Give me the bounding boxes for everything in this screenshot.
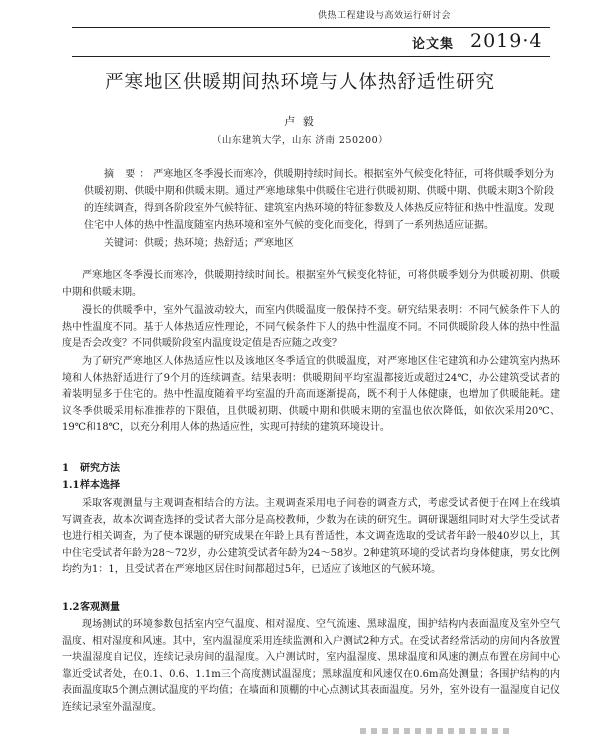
- section-title: 研究方法: [80, 463, 120, 474]
- body-paragraph-4: 采取客观测量与主观调查相结合的方法。主观调查采用电子问卷的调查方式，考虑受试者便于在网上在线填写调查表，故本次调查选择的受试者大部分是高校教师，少数为在读的研究生。调研课题组同时对大学生受试者也进行相关调查，为了使本课题的研究成果在年龄上具有普适性，本文调查选取的受试者年龄一般40岁以上，其中住宅受试者年龄为28～72岁，办公建筑受试者年龄为24～58岁。2种建筑环境的受试者均身体健康，男女比例均约为1：1，且受试者在严寒地区居住时间都超过5年，已适应了该地区的气候环境。: [62, 498, 560, 576]
- body-paragraph-1: 严寒地区冬季漫长而寒冷，供暖期持续时间长。根据室外气候变化特征，可将供暖季划分为供暖初期、供暖中期和供暖末期。: [62, 270, 560, 298]
- abstract-label: 摘 要：: [104, 169, 154, 180]
- running-header-year: 2019·4: [470, 30, 543, 52]
- running-header-section: 论文集: [412, 37, 455, 52]
- section-number: 1: [62, 463, 69, 474]
- section-number: 1.2: [62, 602, 80, 613]
- keywords-label: 关键词：: [104, 238, 144, 249]
- keywords: [84, 235, 554, 252]
- section-title: 样本选择: [80, 480, 120, 491]
- section-title: 客观测量: [80, 602, 120, 613]
- section-heading-1-2: [62, 600, 120, 616]
- scan-artifact: [360, 728, 510, 734]
- abstract: [84, 166, 554, 234]
- keywords-text: 供暖；热环境；热舒适；严寒地区: [144, 238, 294, 249]
- body-paragraph-3: 为了研究严寒地区人体热适应性以及该地区冬季适宜的供暖温度，对严寒地区住宅建筑和办公建筑室内热环境和人体热舒适进行了9个月的连续调查。结果表明：供暖期间平均室温都接近或超过24℃，办公建筑受试者的着装明显多于住宅的。热中性温度随着平均室温的升高而逐渐提高，既不利于人体健康，也增加了供暖能耗。建议冬季供暖采用标准推荐的下限值，且供暖初期、供暖中期和供暖末期的室温也依次降低，如依次采用20℃、19℃和18℃，以充分利用人体的热适应性，实现可持续的建筑环境设计。: [62, 356, 560, 434]
- paper-title: 严寒地区供暖期间热环境与人体热舒适性研究: [104, 72, 495, 93]
- header-rule: [72, 27, 550, 28]
- affiliation: （山东建筑大学，山东 济南 250200）: [211, 135, 389, 146]
- body-paragraph-2: 漫长的供暖季中，室外气温波动较大，而室内供暖温度一般保持不变。研究结果表明：不同气候条件下人的热中性温度不同。基于人体热适应性理论，不同气候条件下人的热中性温度不同。不同供暖阶段人体的热中性温度是否会改变？不同供暖阶段室内温度设定值是否应随之改变？: [62, 305, 560, 350]
- running-header-conference: 供热工程建设与高效运行研讨会: [318, 11, 452, 21]
- section-heading-1-1: [62, 478, 120, 494]
- author: 卢 毅: [284, 115, 316, 128]
- section-number: 1.1: [62, 480, 80, 491]
- header-rule-bold: [72, 56, 550, 57]
- body-paragraph-5: 现场测试的环境参数包括室内空气温度、相对湿度、空气流速、黑球温度，围护结构内表面温度及室外空气温度、相对湿度和风速。其中，室内温湿度采用连续监测和入户测试2种方式。在受试者经常活动的房间内各放置一块温湿度自记仪，连续记录房间的温湿度。入户测试时，室内温湿度、黑球温度和风速的测点布置在房间中心靠近受试者处，在0.1、0.6、1.1m三个高度测试温湿度；黑球温度和风速仅在0.6m高处测量；各围护结构的内表面温度取5个测点测试温度的平均值；在墙面和顶棚的中心点测试其表面温度。另外，室外设有一温湿度自记仪连续记录室外温湿度。: [62, 619, 560, 713]
- section-heading-1: [62, 461, 120, 477]
- abstract-text: 严寒地区冬季漫长而寒冷，供暖期持续时间长。根据室外气候变化特征，可将供暖季划分为供暖初期、供暖中期和供暖末期。通过严寒地球集中供暖住宅进行供暖初期、供暖中期、供暖末期3个阶段的连续调查，得到各阶段室外气候特征、建筑室内热环境的特征参数及人体热反应特征和热中性温度。发现住宅中人体的热中性温度随室内热环境和室外气候的变化而变化，得到了一系列热适应证据。: [84, 169, 555, 231]
